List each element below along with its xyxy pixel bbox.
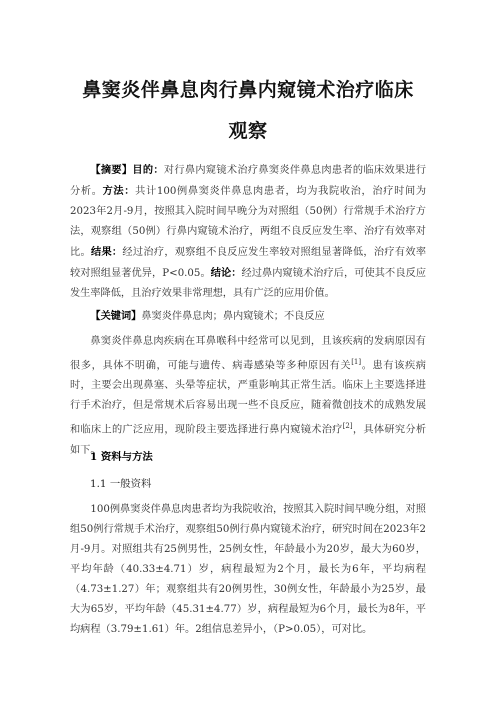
reference-2: [2] xyxy=(342,422,353,431)
abstract-label: 【摘要】 xyxy=(90,164,133,176)
abstract-method-text: 共计100例鼻窦炎伴鼻息肉患者，均为我院收治，治疗时间为2023年2月-9月，按照其入院时间早晚分为对照组（50例）行常规手术治疗方法，观察组（50例）行鼻内窥镜术治疗，两组不良反应发生率、治疗有效率对比。 xyxy=(70,186,427,258)
keywords-line xyxy=(70,306,426,327)
section-heading-1: 1 资料与方法 xyxy=(90,451,153,463)
abstract-result-label: 结果： xyxy=(90,246,123,258)
keywords-label: 【关键词】 xyxy=(90,310,142,322)
abstract-conclusion-label: 结论： xyxy=(210,267,242,279)
reference-1: [1] xyxy=(351,358,362,366)
abstract-conclusion-text: 经过鼻内窥镜术治疗后，可使其不良反应发生率降低，且治疗效果非常理想，具有广泛的应用价值。 xyxy=(70,268,427,299)
paper-title-line-1: 鼻窦炎伴鼻息肉行鼻内窥镜术治疗临床 xyxy=(82,79,414,101)
abstract-purpose-label: 目的： xyxy=(132,164,164,176)
section-heading-1-1: 1.1 一般资料 xyxy=(90,478,152,490)
abstract-method-label: 方法： xyxy=(102,185,136,197)
abstract-result-text: 经过治疗，观察组不良反应发生率较对照组显著降低，治疗有效率较对照组显著优异，P<0.05。 xyxy=(70,247,427,279)
keywords-text: 鼻窦炎伴鼻息肉；鼻内窥镜术；不良反应 xyxy=(141,311,325,322)
abstract-purpose-text: 对行鼻内窥镜术治疗鼻窦炎伴鼻息肉患者的临床效果进行分析。 xyxy=(70,165,427,197)
paper-title-line-2: 观察 xyxy=(228,120,268,142)
intro-text-part-1: 鼻窦炎伴鼻息肉疾病在耳鼻喉科中经常可以见到，且该疾病的发病原因有很多，具体不明确，可能与遗传、病毒感染等多种原因有关 xyxy=(70,336,426,372)
abstract-paragraph xyxy=(70,160,426,304)
intro-text-part-3: ，具体研究分析如下。 xyxy=(70,424,427,456)
intro-paragraph xyxy=(70,332,426,461)
intro-text-part-2: 。患有该疾病时，主要会出现鼻塞、头晕等症状，严重影响其正常生活。临床上主要选择进行手术治疗，但是常规术后容易出现一些不良反应，随着微创技术的成熟发展和临床上的广泛应用，现阶段主要选择进行鼻内窥镜术治疗 xyxy=(70,360,426,436)
general-info-paragraph: 100例鼻窦炎伴鼻息肉患者均为我院收治，按照其入院时间早晚分组，对照组50例行常规手术治疗，观察组50例行鼻内窥镜术治疗，研究时间在2023年2月-9月。对照组共有25例男性，25例女性，年龄最小为20岁，最大为60岁，平均年龄（40.33±4.71）岁，病程最短为2个月，最长为6年，平均病程（4.73±1.27）年；观察组共有20例男性，30例女性，年龄最小为25岁，最大为65岁，平均年龄（45.31±4.77）岁，病程最短为6个月，最长为8年，平均病程（3.79±1.61）年。2组信息差异小，（P>0.05），可对比。 xyxy=(70,504,426,635)
